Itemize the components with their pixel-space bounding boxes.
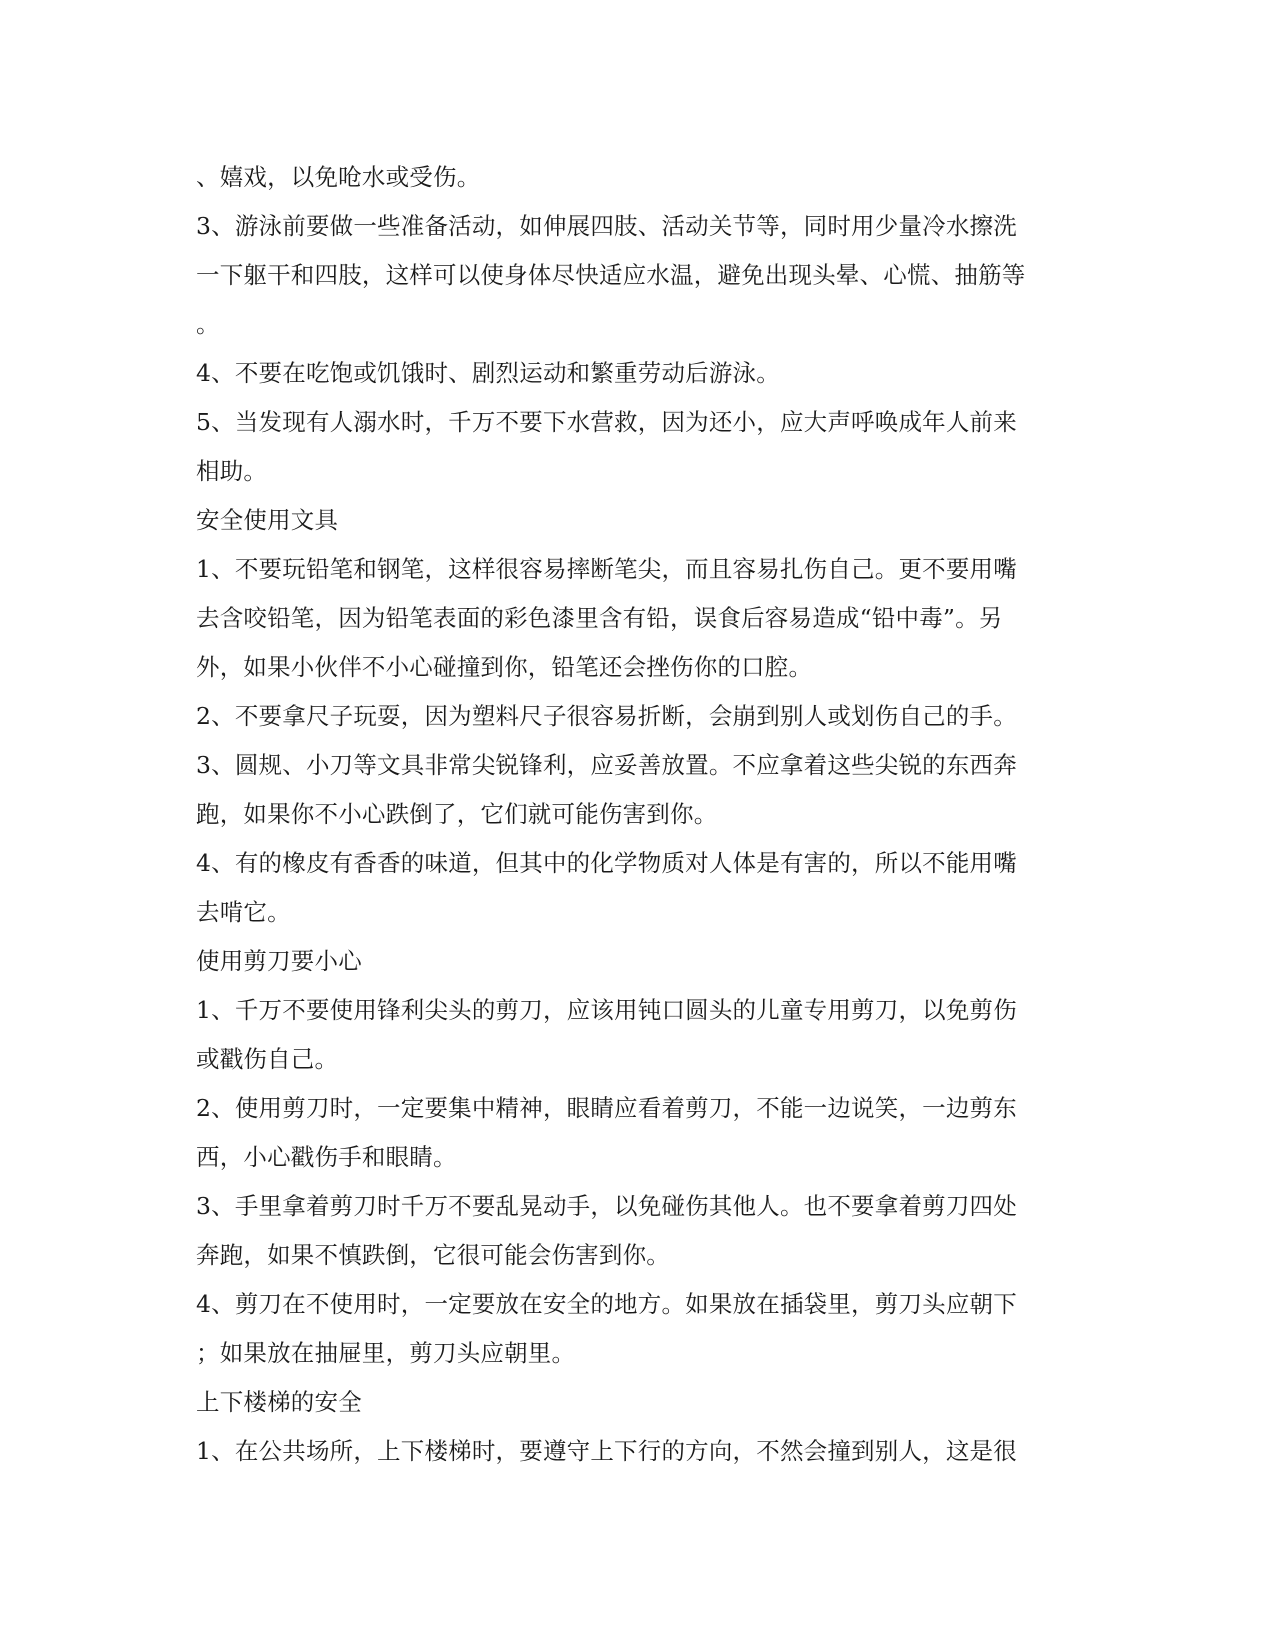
document-body	[196, 153, 1076, 1476]
text-line: 相助。	[196, 457, 268, 485]
text-line: 1、在公共场所，上下楼梯时，要遵守上下行的方向，不然会撞到别人，这是很	[196, 1437, 1017, 1465]
text-line: 去含咬铅笔，因为铅笔表面的彩色漆里含有铅，误食后容易造成“铅中毒”。另	[196, 604, 1003, 632]
text-line: 3、游泳前要做一些准备活动，如伸展四肢、活动关节等，同时用少量冷水擦洗	[196, 212, 1017, 240]
text-line: 3、圆规、小刀等文具非常尖锐锋利，应妥善放置。不应拿着这些尖锐的东西奔	[196, 751, 1017, 779]
text-line: 、嬉戏，以免呛水或受伤。	[196, 163, 481, 191]
text-line: 或戳伤自己。	[196, 1045, 339, 1073]
section-heading: 安全使用文具	[196, 506, 339, 534]
text-line: 跑，如果你不小心跌倒了，它们就可能伤害到你。	[196, 800, 718, 828]
text-line: 4、不要在吃饱或饥饿时、剧烈运动和繁重劳动后游泳。	[196, 359, 780, 387]
text-line: 4、有的橡皮有香香的味道，但其中的化学物质对人体是有害的，所以不能用嘴	[196, 849, 1017, 877]
text-line: 1、不要玩铅笔和钢笔，这样很容易摔断笔尖，而且容易扎伤自己。更不要用嘴	[196, 555, 1017, 583]
text-line: 奔跑，如果不慎跌倒，它很可能会伤害到你。	[196, 1241, 670, 1269]
text-line: 2、使用剪刀时，一定要集中精神，眼睛应看着剪刀，不能一边说笑，一边剪东	[196, 1094, 1017, 1122]
text-line: 4、剪刀在不使用时，一定要放在安全的地方。如果放在插袋里，剪刀头应朝下	[196, 1290, 1017, 1318]
text-line: 西，小心戳伤手和眼睛。	[196, 1143, 457, 1171]
text-line: 外，如果小伙伴不小心碰撞到你，铅笔还会挫伤你的口腔。	[196, 653, 813, 681]
text-line: ；如果放在抽屉里，剪刀头应朝里。	[196, 1339, 576, 1367]
text-line: 一下躯干和四肢，这样可以使身体尽快适应水温，避免出现头晕、心慌、抽筋等	[196, 261, 1026, 289]
text-line: 。	[196, 310, 220, 338]
text-line: 去啃它。	[196, 898, 291, 926]
section-heading: 使用剪刀要小心	[196, 947, 362, 975]
text-line: 1、千万不要使用锋利尖头的剪刀，应该用钝口圆头的儿童专用剪刀，以免剪伤	[196, 996, 1017, 1024]
text-line: 2、不要拿尺子玩耍，因为塑料尺子很容易折断，会崩到别人或划伤自己的手。	[196, 702, 1017, 730]
text-line: 3、手里拿着剪刀时千万不要乱晃动手，以免碰伤其他人。也不要拿着剪刀四处	[196, 1192, 1017, 1220]
section-heading: 上下楼梯的安全	[196, 1388, 362, 1416]
text-line: 5、当发现有人溺水时，千万不要下水营救，因为还小，应大声呼唤成年人前来	[196, 408, 1017, 436]
